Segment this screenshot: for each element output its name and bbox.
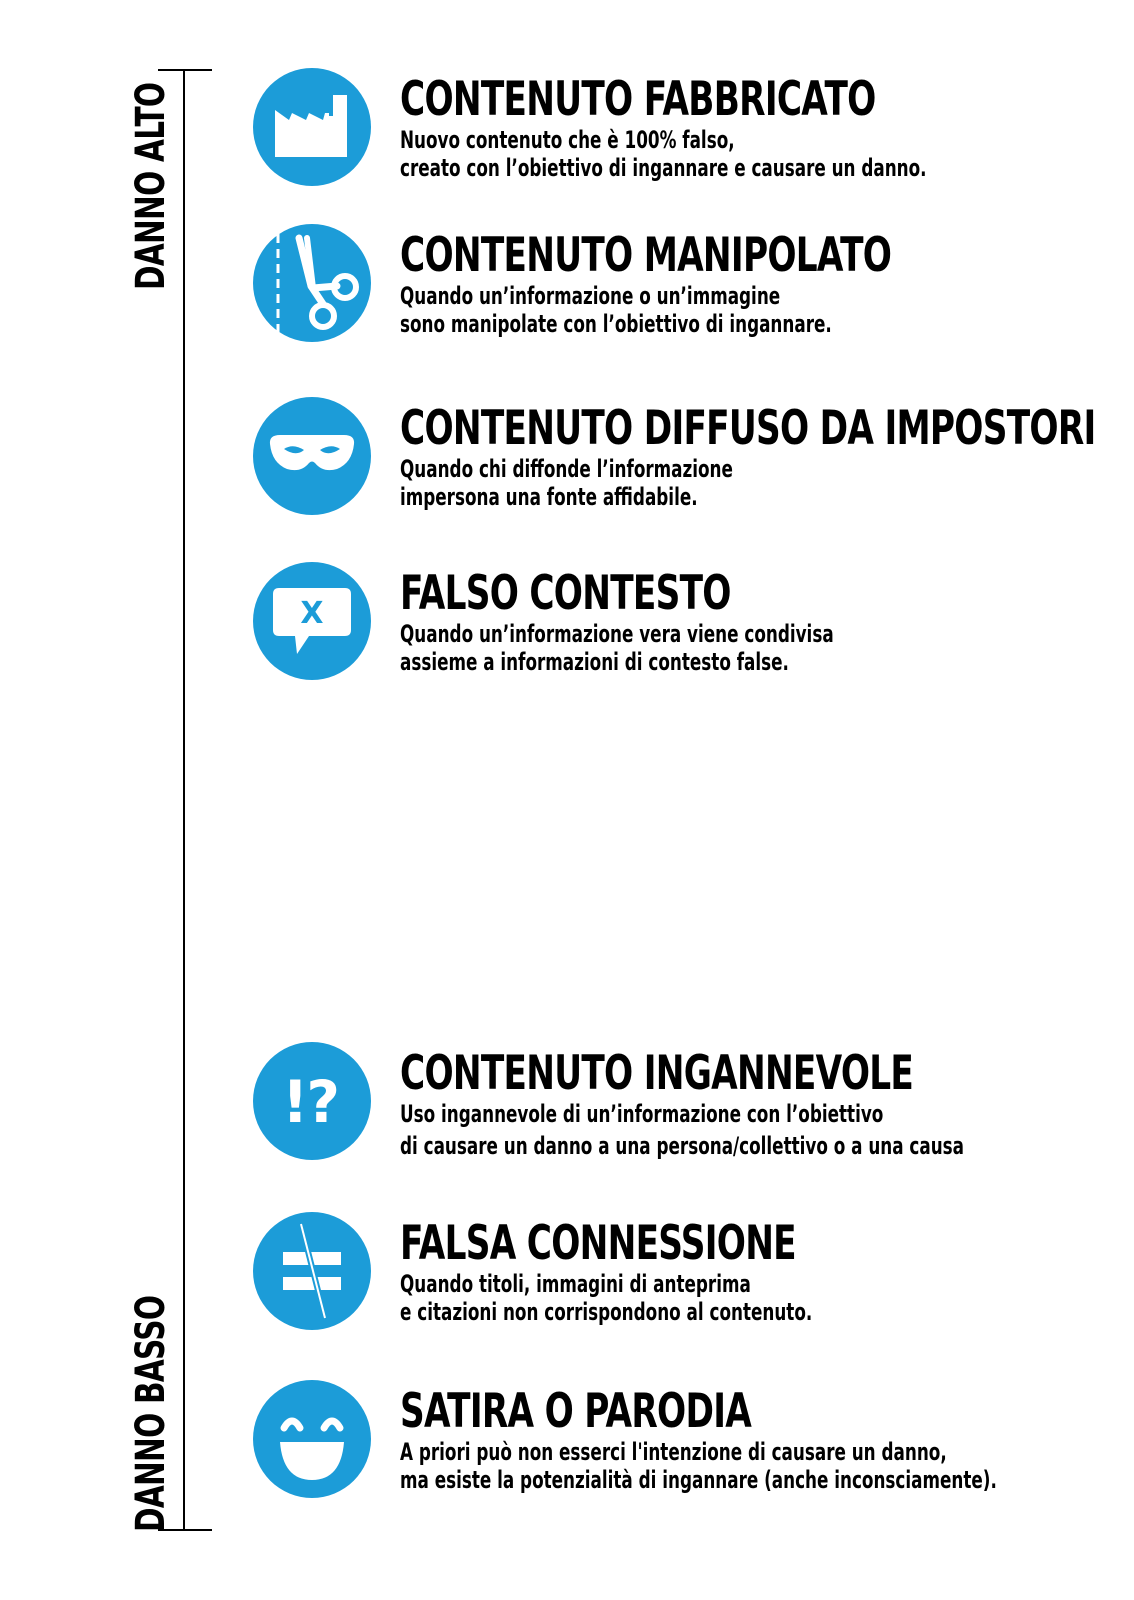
scissors-icon	[253, 224, 371, 342]
description-line: Quando titoli, immagini di anteprima	[400, 1270, 751, 1298]
category-description	[400, 455, 733, 511]
category-description	[400, 282, 832, 338]
description-line: A priori può non esserci l'intenzione di causare un danno,	[400, 1438, 947, 1466]
category-fabricated-content	[0, 68, 1134, 188]
icon-glyph: !?	[281, 1068, 339, 1136]
exclamation-question-icon	[253, 1042, 371, 1160]
description-line: e citazioni non corrispondono al contenuto.	[400, 1298, 813, 1326]
factory-icon	[253, 68, 371, 186]
high-harm-label: DANNO ALTO	[128, 82, 174, 290]
description-line: sono manipolate con l’obiettivo di ingannare.	[400, 310, 832, 338]
category-false-context	[0, 562, 1134, 682]
description-line: di causare un danno a una persona/collettivo o a una causa	[400, 1132, 965, 1160]
category-title: CONTENUTO FABBRICATO	[400, 72, 876, 127]
category-description	[400, 1270, 812, 1326]
description-line: assieme a informazioni di contesto false.	[400, 648, 789, 676]
speech-bubble-x-icon	[253, 562, 371, 680]
description-line: Uso ingannevole di un’informazione con l’obiettivo	[400, 1100, 884, 1128]
bubble-mark: X	[300, 596, 324, 631]
low-harm-label: DANNO BASSO	[128, 1295, 174, 1532]
category-satire-parody	[0, 1380, 1134, 1500]
description-line: Quando chi diffonde l’informazione	[400, 455, 733, 483]
category-description	[400, 126, 927, 182]
category-title: CONTENUTO MANIPOLATO	[400, 228, 892, 283]
description-line: Quando un’informazione vera viene condivisa	[400, 620, 834, 648]
category-title: SATIRA O PARODIA	[400, 1384, 752, 1439]
category-title: FALSA CONNESSIONE	[400, 1216, 796, 1271]
category-description	[400, 1438, 997, 1494]
description-line: creato con l’obiettivo di ingannare e causare un danno.	[400, 154, 927, 182]
category-title: CONTENUTO INGANNEVOLE	[400, 1046, 914, 1101]
category-description	[400, 620, 834, 676]
category-manipulated-content	[0, 224, 1134, 344]
category-title: CONTENUTO DIFFUSO DA IMPOSTORI	[400, 401, 1096, 456]
description-line: ma esiste la potenzialità di ingannare (anche inconsciamente).	[400, 1466, 997, 1494]
not-equal-icon	[253, 1212, 371, 1330]
mask-icon	[253, 397, 371, 515]
category-description	[400, 1100, 964, 1160]
description-line: Quando un’informazione o un’immagine	[400, 282, 781, 310]
category-misleading-content	[0, 1042, 1134, 1162]
description-line: impersona una fonte affidabile.	[400, 483, 698, 511]
category-false-connection	[0, 1212, 1134, 1332]
description-line: Nuovo contenuto che è 100% falso,	[400, 126, 735, 154]
category-title: FALSO CONTESTO	[400, 566, 731, 621]
category-impostor-content	[0, 397, 1134, 517]
laughing-face-icon	[253, 1380, 371, 1498]
